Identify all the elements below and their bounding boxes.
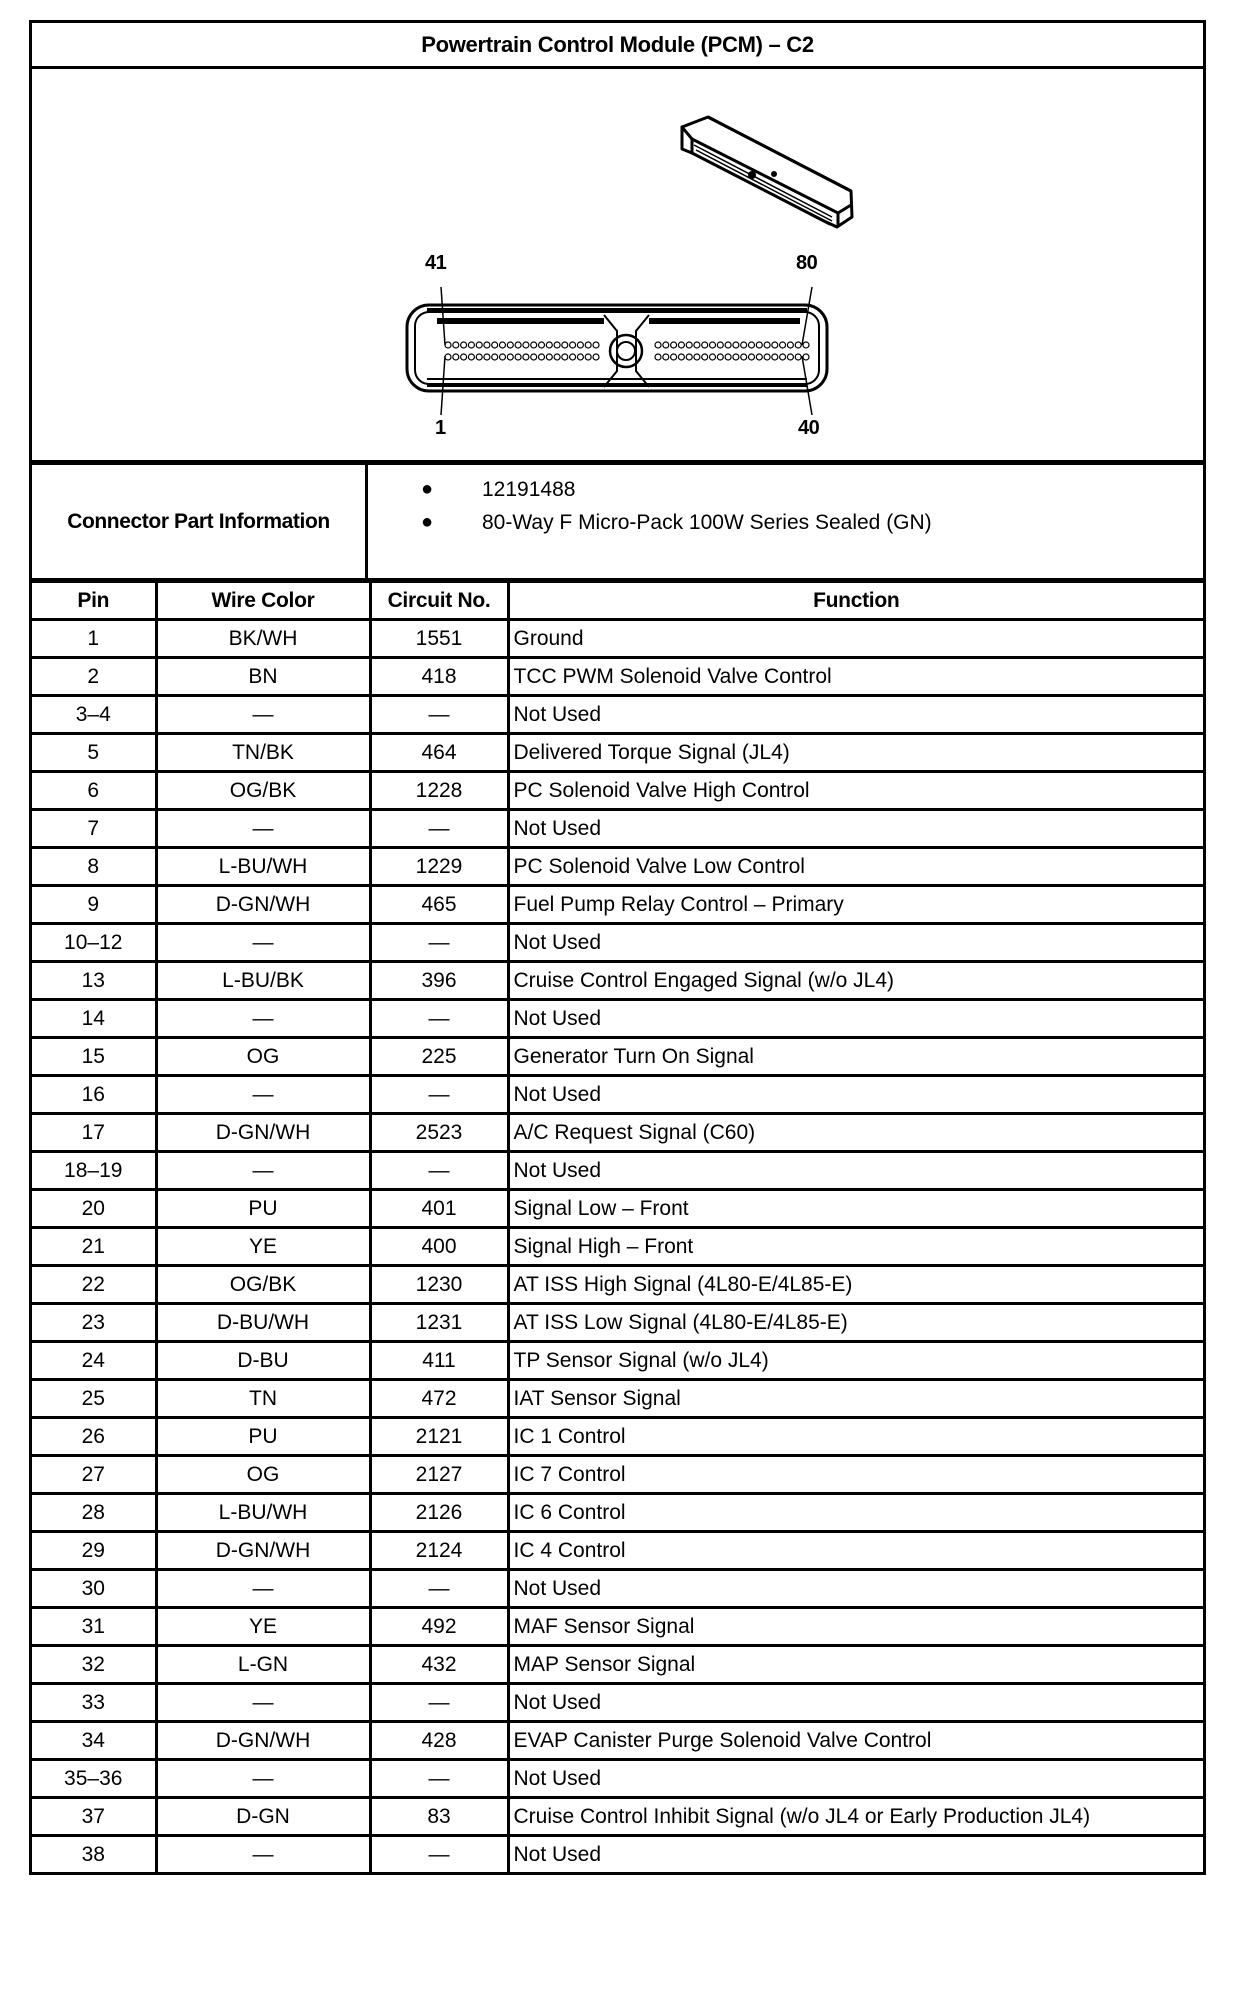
header-circuit-no: Circuit No. [370, 583, 508, 620]
wire-color-cell: D-GN/WH [156, 1532, 370, 1570]
wire-color-cell: — [156, 924, 370, 962]
function-cell: Not Used [508, 810, 1203, 848]
pin-hole [678, 354, 684, 360]
pin-cell: 27 [32, 1456, 156, 1494]
function-cell: TP Sensor Signal (w/o JL4) [508, 1342, 1203, 1380]
table-row [32, 1684, 1203, 1722]
pin-cell: 21 [32, 1228, 156, 1266]
pin-cell: 3–4 [32, 696, 156, 734]
function-cell: Signal High – Front [508, 1228, 1203, 1266]
pin-cell: 32 [32, 1646, 156, 1684]
table-row [32, 1836, 1203, 1873]
circuit-no-cell: 2121 [370, 1418, 508, 1456]
pin-hole [492, 342, 498, 348]
function-cell: EVAP Canister Purge Solenoid Valve Control [508, 1722, 1203, 1760]
pin-hole [468, 354, 474, 360]
table-row [32, 1456, 1203, 1494]
pin-hole [492, 354, 498, 360]
table-row [32, 658, 1203, 696]
pin-cell: 28 [32, 1494, 156, 1532]
wire-color-cell: OG/BK [156, 772, 370, 810]
circuit-no-cell: — [370, 924, 508, 962]
pin-hole [484, 354, 490, 360]
table-row [32, 772, 1203, 810]
table-row [32, 696, 1203, 734]
function-cell: Not Used [508, 1076, 1203, 1114]
pin-hole [741, 342, 747, 348]
pin-hole [678, 342, 684, 348]
pin-cell: 24 [32, 1342, 156, 1380]
pin-hole [539, 342, 545, 348]
circuit-no-cell: — [370, 1836, 508, 1873]
pin-hole [500, 354, 506, 360]
pin-hole [593, 342, 599, 348]
function-cell: IC 4 Control [508, 1532, 1203, 1570]
pin-hole [671, 354, 677, 360]
function-cell: Not Used [508, 1684, 1203, 1722]
pin-hole [577, 354, 583, 360]
pin-hole [795, 342, 801, 348]
circuit-no-cell: 401 [370, 1190, 508, 1228]
pin-hole [686, 354, 692, 360]
wire-color-cell: BN [156, 658, 370, 696]
function-cell: Generator Turn On Signal [508, 1038, 1203, 1076]
pin-hole [523, 342, 529, 348]
circuit-no-cell: 411 [370, 1342, 508, 1380]
pin-hole [445, 354, 451, 360]
table-row [32, 1000, 1203, 1038]
pin-hole [702, 354, 708, 360]
table-row [32, 1608, 1203, 1646]
pin-hole [764, 342, 770, 348]
circuit-no-cell: 396 [370, 962, 508, 1000]
pin-hole [733, 342, 739, 348]
circuit-no-cell: — [370, 696, 508, 734]
pin-cell: 26 [32, 1418, 156, 1456]
circuit-no-cell: 465 [370, 886, 508, 924]
circuit-no-cell: 418 [370, 658, 508, 696]
pin-cell: 1 [32, 620, 156, 658]
pin-hole [570, 354, 576, 360]
bullet-icon: ● [420, 511, 434, 533]
pin-hole [803, 342, 809, 348]
pin-cell: 25 [32, 1380, 156, 1418]
pin-hole [686, 342, 692, 348]
wire-color-cell: L-BU/WH [156, 1494, 370, 1532]
table-row [32, 1076, 1203, 1114]
pin-hole [702, 342, 708, 348]
pin-hole [500, 342, 506, 348]
function-cell: Not Used [508, 1836, 1203, 1873]
pin-hole [577, 342, 583, 348]
pin-hole [655, 354, 661, 360]
pin-hole [554, 354, 560, 360]
pin-cell: 8 [32, 848, 156, 886]
pin-cell: 5 [32, 734, 156, 772]
circuit-no-cell: 2127 [370, 1456, 508, 1494]
part-number: 12191488 [482, 477, 576, 501]
wire-color-cell: — [156, 1836, 370, 1873]
wire-color-cell: — [156, 1760, 370, 1798]
circuit-no-cell: 2124 [370, 1532, 508, 1570]
circuit-no-cell: — [370, 810, 508, 848]
pin-cell: 17 [32, 1114, 156, 1152]
table-row [32, 1152, 1203, 1190]
pin-cell: 37 [32, 1798, 156, 1836]
pin-hole [725, 342, 731, 348]
table-row [32, 734, 1203, 772]
wire-color-cell: — [156, 1000, 370, 1038]
function-cell: PC Solenoid Valve High Control [508, 772, 1203, 810]
pin-label-1: 1 [435, 417, 446, 439]
table-row [32, 886, 1203, 924]
connector-info-item [368, 506, 1203, 539]
wire-color-cell: — [156, 1152, 370, 1190]
function-cell: IAT Sensor Signal [508, 1380, 1203, 1418]
pin-hole [694, 354, 700, 360]
pin-cell: 22 [32, 1266, 156, 1304]
pin-hole [756, 342, 762, 348]
table-header-row [32, 583, 1203, 620]
pin-hole [507, 342, 513, 348]
connector-description: 80-Way F Micro-Pack 100W Series Sealed (GN) [482, 510, 932, 534]
pin-hole [710, 342, 716, 348]
circuit-no-cell: 400 [370, 1228, 508, 1266]
wire-color-cell: YE [156, 1228, 370, 1266]
wire-color-cell: — [156, 810, 370, 848]
pin-hole [515, 342, 521, 348]
pin-hole [531, 342, 537, 348]
connector-face-view-icon [32, 69, 1203, 460]
sheet-title: Powertrain Control Module (PCM) – C2 [32, 23, 1203, 69]
pin-hole [585, 342, 591, 348]
function-cell: PC Solenoid Valve Low Control [508, 848, 1203, 886]
pin-hole [694, 342, 700, 348]
wire-color-cell: D-GN/WH [156, 1114, 370, 1152]
pin-hole [531, 354, 537, 360]
pin-hole [663, 354, 669, 360]
pin-hole [764, 354, 770, 360]
pin-hole [546, 354, 552, 360]
table-row [32, 924, 1203, 962]
pin-cell: 20 [32, 1190, 156, 1228]
table-row [32, 1342, 1203, 1380]
pin-hole [476, 342, 482, 348]
pin-label-41: 41 [425, 252, 447, 274]
header-function: Function [508, 583, 1203, 620]
function-cell: TCC PWM Solenoid Valve Control [508, 658, 1203, 696]
wire-color-cell: — [156, 1570, 370, 1608]
pin-cell: 38 [32, 1836, 156, 1873]
pin-hole [749, 354, 755, 360]
wire-color-cell: OG [156, 1038, 370, 1076]
pin-label-80: 80 [796, 252, 818, 274]
function-cell: AT ISS High Signal (4L80-E/4L85-E) [508, 1266, 1203, 1304]
table-row [32, 810, 1203, 848]
table-row [32, 1304, 1203, 1342]
circuit-no-cell: — [370, 1000, 508, 1038]
circuit-no-cell: 1228 [370, 772, 508, 810]
function-cell: Signal Low – Front [508, 1190, 1203, 1228]
table-row [32, 620, 1203, 658]
pin-hole [585, 354, 591, 360]
pin-hole [546, 342, 552, 348]
pin-hole [772, 342, 778, 348]
table-row [32, 1646, 1203, 1684]
function-cell: A/C Request Signal (C60) [508, 1114, 1203, 1152]
wire-color-cell: OG/BK [156, 1266, 370, 1304]
wire-color-cell: D-GN/WH [156, 886, 370, 924]
circuit-no-cell: — [370, 1570, 508, 1608]
pin-cell: 33 [32, 1684, 156, 1722]
pin-hole [539, 354, 545, 360]
function-cell: MAP Sensor Signal [508, 1646, 1203, 1684]
pin-cell: 31 [32, 1608, 156, 1646]
table-row [32, 1798, 1203, 1836]
pin-hole [476, 354, 482, 360]
pin-hole [655, 342, 661, 348]
pin-hole [570, 342, 576, 348]
table-row [32, 1038, 1203, 1076]
wire-color-cell: — [156, 696, 370, 734]
function-cell: Not Used [508, 1760, 1203, 1798]
pin-hole [663, 342, 669, 348]
circuit-no-cell: 472 [370, 1380, 508, 1418]
circuit-no-cell: — [370, 1760, 508, 1798]
function-cell: Cruise Control Inhibit Signal (w/o JL4 or Early Production JL4) [508, 1798, 1203, 1836]
circuit-no-cell: 432 [370, 1646, 508, 1684]
pin-hole [593, 354, 599, 360]
pin-cell: 9 [32, 886, 156, 924]
wire-color-cell: TN/BK [156, 734, 370, 772]
connector-part-info [32, 465, 1203, 583]
wire-color-cell: D-BU [156, 1342, 370, 1380]
connector-info-label: Connector Part Information [32, 465, 368, 578]
pin-hole [562, 354, 568, 360]
pin-cell: 23 [32, 1304, 156, 1342]
bullet-icon: ● [420, 478, 434, 500]
table-row [32, 1190, 1203, 1228]
table-row [32, 1418, 1203, 1456]
function-cell: Ground [508, 620, 1203, 658]
pin-cell: 29 [32, 1532, 156, 1570]
wire-color-cell: YE [156, 1608, 370, 1646]
wire-color-cell: BK/WH [156, 620, 370, 658]
function-cell: Not Used [508, 1000, 1203, 1038]
table-row [32, 1494, 1203, 1532]
function-cell: Not Used [508, 696, 1203, 734]
pin-hole [671, 342, 677, 348]
pin-cell: 2 [32, 658, 156, 696]
function-cell: MAF Sensor Signal [508, 1608, 1203, 1646]
pin-cell: 6 [32, 772, 156, 810]
circuit-no-cell: 225 [370, 1038, 508, 1076]
table-row [32, 1760, 1203, 1798]
pin-hole [780, 342, 786, 348]
pin-hole [554, 342, 560, 348]
function-cell: IC 7 Control [508, 1456, 1203, 1494]
circuit-no-cell: 2523 [370, 1114, 508, 1152]
function-cell: Not Used [508, 1152, 1203, 1190]
table-row [32, 1570, 1203, 1608]
circuit-no-cell: 428 [370, 1722, 508, 1760]
table-row [32, 1228, 1203, 1266]
pin-hole [725, 354, 731, 360]
pin-hole [787, 342, 793, 348]
header-pin: Pin [32, 583, 156, 620]
pin-cell: 18–19 [32, 1152, 156, 1190]
pin-hole [733, 354, 739, 360]
table-row [32, 1114, 1203, 1152]
pin-hole [461, 354, 467, 360]
wire-color-cell: — [156, 1076, 370, 1114]
circuit-no-cell: — [370, 1152, 508, 1190]
circuit-no-cell: — [370, 1684, 508, 1722]
connector-pinout-sheet [29, 20, 1206, 1875]
table-row [32, 962, 1203, 1000]
table-row [32, 1532, 1203, 1570]
wire-color-cell: — [156, 1684, 370, 1722]
circuit-no-cell: 464 [370, 734, 508, 772]
pin-hole [523, 354, 529, 360]
wire-color-cell: PU [156, 1418, 370, 1456]
pin-cell: 10–12 [32, 924, 156, 962]
wire-color-cell: D-GN/WH [156, 1722, 370, 1760]
pin-cell: 35–36 [32, 1760, 156, 1798]
pin-hole [780, 354, 786, 360]
pin-cell: 34 [32, 1722, 156, 1760]
pin-hole [445, 342, 451, 348]
wire-color-cell: D-GN [156, 1798, 370, 1836]
pin-hole [562, 342, 568, 348]
pin-cell: 14 [32, 1000, 156, 1038]
pin-hole [484, 342, 490, 348]
pin-hole [741, 354, 747, 360]
pin-hole [717, 342, 723, 348]
table-row [32, 1380, 1203, 1418]
circuit-no-cell: 1230 [370, 1266, 508, 1304]
function-cell: IC 6 Control [508, 1494, 1203, 1532]
pin-hole [795, 354, 801, 360]
pin-hole [461, 342, 467, 348]
function-cell: Not Used [508, 924, 1203, 962]
wire-color-cell: D-BU/WH [156, 1304, 370, 1342]
pin-hole [468, 342, 474, 348]
circuit-no-cell: 1229 [370, 848, 508, 886]
pin-hole [803, 354, 809, 360]
function-cell: Cruise Control Engaged Signal (w/o JL4) [508, 962, 1203, 1000]
table-row [32, 848, 1203, 886]
pin-hole [772, 354, 778, 360]
connector-info-item [368, 473, 1203, 506]
pin-cell: 13 [32, 962, 156, 1000]
circuit-no-cell: — [370, 1076, 508, 1114]
pin-hole [515, 354, 521, 360]
function-cell: Delivered Torque Signal (JL4) [508, 734, 1203, 772]
pin-hole [749, 342, 755, 348]
table-row [32, 1266, 1203, 1304]
circuit-no-cell: 492 [370, 1608, 508, 1646]
function-cell: IC 1 Control [508, 1418, 1203, 1456]
wire-color-cell: L-BU/WH [156, 848, 370, 886]
pin-hole [453, 354, 459, 360]
wire-color-cell: TN [156, 1380, 370, 1418]
pin-hole [710, 354, 716, 360]
pin-hole [717, 354, 723, 360]
pin-cell: 15 [32, 1038, 156, 1076]
table-row [32, 1722, 1203, 1760]
circuit-no-cell: 2126 [370, 1494, 508, 1532]
connector-figure [32, 69, 1203, 465]
wire-color-cell: PU [156, 1190, 370, 1228]
wire-color-cell: L-BU/BK [156, 962, 370, 1000]
pin-hole [507, 354, 513, 360]
circuit-no-cell: 1231 [370, 1304, 508, 1342]
wire-color-cell: L-GN [156, 1646, 370, 1684]
pin-hole [756, 354, 762, 360]
pin-cell: 16 [32, 1076, 156, 1114]
circuit-no-cell: 83 [370, 1798, 508, 1836]
connector-info-list [368, 465, 1203, 578]
wire-color-cell: OG [156, 1456, 370, 1494]
function-cell: AT ISS Low Signal (4L80-E/4L85-E) [508, 1304, 1203, 1342]
pin-hole [453, 342, 459, 348]
pin-hole [787, 354, 793, 360]
function-cell: Fuel Pump Relay Control – Primary [508, 886, 1203, 924]
pin-label-40: 40 [798, 417, 820, 439]
function-cell: Not Used [508, 1570, 1203, 1608]
pinout-table [32, 583, 1203, 1872]
pin-cell: 30 [32, 1570, 156, 1608]
header-wire-color: Wire Color [156, 583, 370, 620]
circuit-no-cell: 1551 [370, 620, 508, 658]
pin-cell: 7 [32, 810, 156, 848]
